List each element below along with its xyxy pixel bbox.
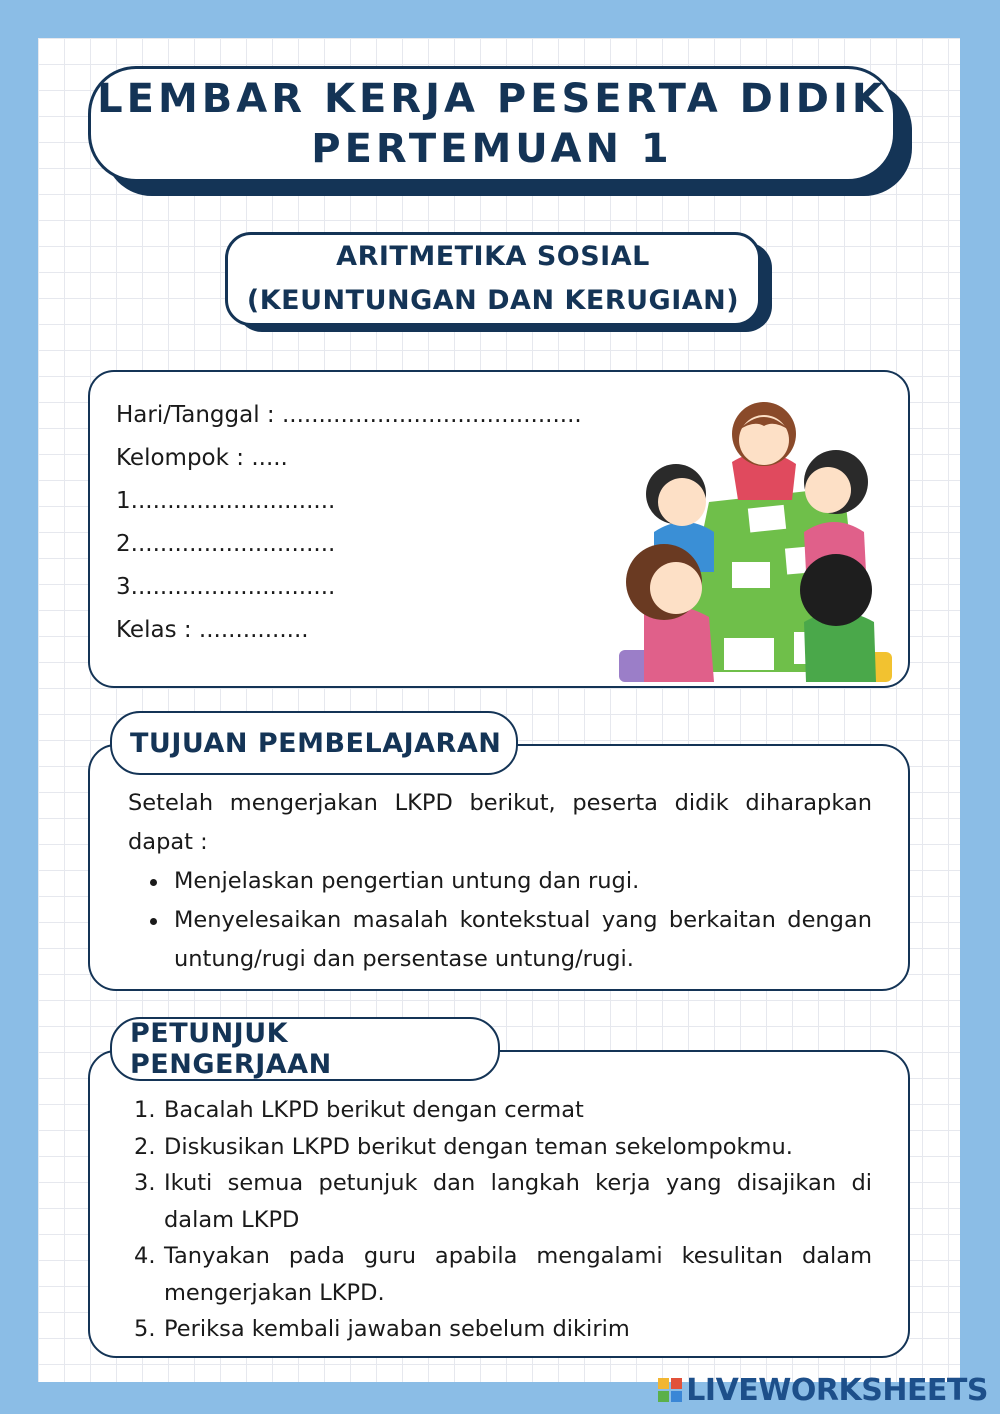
liveworksheets-logo[interactable] [658, 1370, 988, 1410]
learning-objectives-box [88, 744, 910, 991]
subtitle-line-1: ARITMETIKA SOSIAL [336, 241, 650, 272]
person-right-face [805, 467, 851, 513]
list-item [134, 1129, 872, 1166]
instructions-content [134, 1092, 872, 1348]
person-bottom-left-face [650, 562, 702, 614]
instructions-box [88, 1050, 910, 1358]
person-left-face [658, 478, 706, 526]
step-text: Diskusikan LKPD berikut dengan teman sekelompokmu. [164, 1133, 793, 1160]
list-item: Menyelesaikan masalah kontekstual yang berkaitan dengan untung/rugi dan persentase untung/rugi. [128, 901, 872, 979]
paper-icon [724, 638, 774, 670]
learning-objectives-heading: TUJUAN PEMBELAJARAN [110, 711, 518, 775]
step-number: 5. [134, 1316, 156, 1342]
title-line-2: PERTEMUAN 1 [311, 126, 673, 172]
paper-icon [748, 505, 786, 533]
objectives-list [128, 862, 872, 979]
logo-blocks-icon [658, 1378, 682, 1402]
member-2-field[interactable]: 2............................ [116, 531, 336, 557]
step-number: 2. [134, 1133, 156, 1160]
list-item: Menjelaskan pengertian untung dan rugi. [128, 862, 872, 901]
step-text: Ikuti semua petunjuk dan langkah kerja yang disajikan di dalam LKPD [164, 1170, 872, 1233]
person-bottom-right-hair [800, 554, 872, 626]
step-number: 1. [134, 1097, 156, 1123]
member-3-field[interactable]: 3............................ [116, 574, 336, 600]
objectives-intro: Setelah mengerjakan LKPD berikut, peserta didik diharapkan dapat : [128, 790, 872, 855]
identity-fields [116, 394, 582, 652]
instructions-heading: PETUNJUK PENGERJAAN [110, 1017, 500, 1081]
member-1-field[interactable]: 1............................ [116, 488, 336, 514]
identity-box [88, 370, 910, 688]
step-number: 4. [134, 1243, 156, 1269]
class-field[interactable]: Kelas : ............... [116, 617, 309, 643]
paper-icon [732, 562, 770, 588]
list-item [134, 1165, 872, 1238]
subtitle-banner [225, 232, 761, 326]
title-banner [88, 66, 896, 182]
list-item [134, 1238, 872, 1311]
step-text: Bacalah LKPD berikut dengan cermat [164, 1097, 584, 1123]
step-text: Periksa kembali jawaban sebelum dikirim [164, 1316, 630, 1342]
list-item [134, 1092, 872, 1129]
instructions-list [134, 1092, 872, 1348]
learning-objectives-content [128, 784, 872, 979]
step-text: Tanyakan pada guru apabila mengalami kesulitan dalam mengerjakan LKPD. [164, 1243, 872, 1306]
watermark-text: LIVEWORKSHEETS [686, 1372, 988, 1408]
group-field[interactable]: Kelompok : ..... [116, 445, 288, 471]
group-discussion-illustration [614, 382, 894, 682]
subtitle-line-2: (KEUNTUNGAN DAN KERUGIAN) [246, 285, 740, 316]
title-line-1: LEMBAR KERJA PESERTA DIDIK [97, 76, 887, 122]
step-number: 3. [134, 1170, 156, 1196]
date-field[interactable]: Hari/Tanggal : ......................................... [116, 402, 582, 428]
list-item [134, 1311, 872, 1348]
